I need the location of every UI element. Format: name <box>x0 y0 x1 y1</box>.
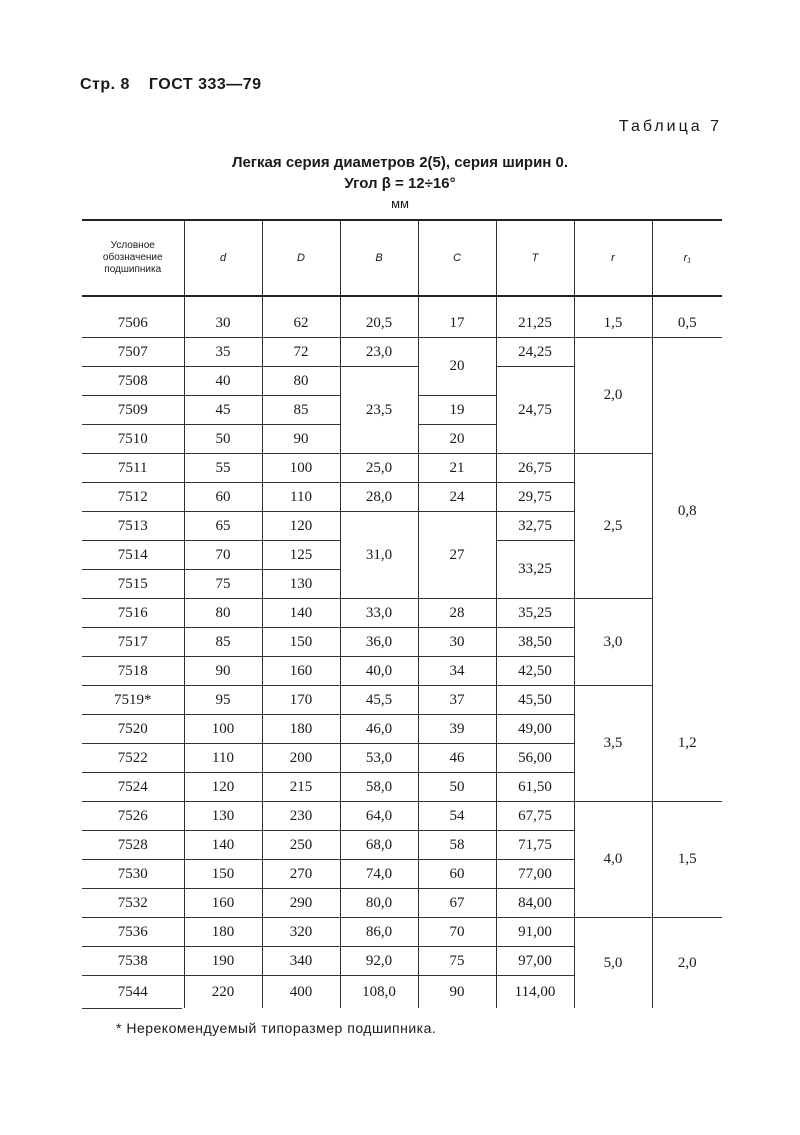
D-cell: 230 <box>262 802 340 831</box>
designation-cell: 7532 <box>82 889 184 918</box>
T-cell: 29,75 <box>496 483 574 512</box>
C-cell: 90 <box>418 976 496 1009</box>
B-cell: 108,0 <box>340 976 418 1009</box>
D-cell: 130 <box>262 570 340 599</box>
designation-cell: 7506 <box>82 309 184 338</box>
r1-cell: 0,5 <box>652 309 722 338</box>
C-cell: 28 <box>418 599 496 628</box>
D-cell: 140 <box>262 599 340 628</box>
standard-number: ГОСТ 333—79 <box>148 76 262 93</box>
d-cell: 220 <box>184 976 262 1009</box>
d-cell: 95 <box>184 686 262 715</box>
B-cell: 58,0 <box>340 773 418 802</box>
d-cell: 70 <box>184 541 262 570</box>
D-cell: 120 <box>262 512 340 541</box>
B-cell: 23,0 <box>340 338 418 367</box>
B-cell: 46,0 <box>340 715 418 744</box>
d-cell: 130 <box>184 802 262 831</box>
designation-cell: 7510 <box>82 425 184 454</box>
d-cell: 30 <box>184 309 262 338</box>
r-cell: 3,0 <box>574 599 652 686</box>
d-cell: 45 <box>184 396 262 425</box>
D-cell: 170 <box>262 686 340 715</box>
T-cell: 21,25 <box>496 309 574 338</box>
B-cell: 74,0 <box>340 860 418 889</box>
D-cell: 150 <box>262 628 340 657</box>
designation-cell: 7538 <box>82 947 184 976</box>
designation-cell: 7530 <box>82 860 184 889</box>
T-cell: 26,75 <box>496 454 574 483</box>
T-cell: 91,00 <box>496 918 574 947</box>
D-cell: 90 <box>262 425 340 454</box>
B-cell: 92,0 <box>340 947 418 976</box>
T-cell: 33,25 <box>496 541 574 599</box>
table-row <box>82 338 722 367</box>
C-cell: 46 <box>418 744 496 773</box>
col-header-T: T <box>496 220 574 296</box>
C-cell: 20 <box>418 425 496 454</box>
B-cell: 86,0 <box>340 918 418 947</box>
C-cell: 60 <box>418 860 496 889</box>
B-cell: 20,5 <box>340 309 418 338</box>
designation-cell: 7518 <box>82 657 184 686</box>
D-cell: 85 <box>262 396 340 425</box>
table-title <box>0 152 800 194</box>
table-row <box>82 309 722 338</box>
r-cell: 4,0 <box>574 802 652 918</box>
designation-cell: 7507 <box>82 338 184 367</box>
B-cell: 23,5 <box>340 367 418 454</box>
d-cell: 160 <box>184 889 262 918</box>
C-cell: 21 <box>418 454 496 483</box>
col-header-designation: Условное обозначение подшипника <box>82 220 184 296</box>
T-cell: 42,50 <box>496 657 574 686</box>
T-cell: 35,25 <box>496 599 574 628</box>
D-cell: 72 <box>262 338 340 367</box>
C-cell: 37 <box>418 686 496 715</box>
table-row <box>82 454 722 483</box>
designation-cell: 7509 <box>82 396 184 425</box>
T-cell: 32,75 <box>496 512 574 541</box>
footnote-divider <box>82 1008 182 1009</box>
designation-cell: 7508 <box>82 367 184 396</box>
r-cell: 3,5 <box>574 686 652 802</box>
footnote: * Нерекомендуемый типоразмер подшипника. <box>116 1020 437 1036</box>
designation-cell: 7516 <box>82 599 184 628</box>
C-cell: 24 <box>418 483 496 512</box>
col-header-d: d <box>184 220 262 296</box>
T-cell: 56,00 <box>496 744 574 773</box>
D-cell: 180 <box>262 715 340 744</box>
d-cell: 100 <box>184 715 262 744</box>
table-row <box>82 686 722 715</box>
d-cell: 110 <box>184 744 262 773</box>
designation-cell: 7517 <box>82 628 184 657</box>
table-number: Таблица 7 <box>618 118 722 135</box>
d-cell: 190 <box>184 947 262 976</box>
page-number: Стр. 8 <box>80 76 130 93</box>
d-cell: 75 <box>184 570 262 599</box>
D-cell: 340 <box>262 947 340 976</box>
designation-cell: 7544 <box>117 983 148 1000</box>
C-cell: 17 <box>418 309 496 338</box>
C-cell: 30 <box>418 628 496 657</box>
page-header <box>80 76 276 94</box>
designation-cell: 7519* <box>82 686 184 715</box>
B-cell: 28,0 <box>340 483 418 512</box>
B-cell: 45,5 <box>340 686 418 715</box>
C-cell: 50 <box>418 773 496 802</box>
T-cell: 114,00 <box>496 976 574 1009</box>
T-cell: 24,75 <box>496 367 574 454</box>
C-cell: 54 <box>418 802 496 831</box>
D-cell: 320 <box>262 918 340 947</box>
C-cell: 34 <box>418 657 496 686</box>
r1-cell: 0,8 <box>652 338 722 686</box>
d-cell: 90 <box>184 657 262 686</box>
designation-cell: 7511 <box>82 454 184 483</box>
B-cell: 33,0 <box>340 599 418 628</box>
col-header-r1: r₁ <box>652 220 722 296</box>
D-cell: 125 <box>262 541 340 570</box>
bearing-table <box>82 219 722 1008</box>
B-cell: 40,0 <box>340 657 418 686</box>
B-cell: 68,0 <box>340 831 418 860</box>
C-cell: 75 <box>418 947 496 976</box>
designation-cell: 7513 <box>82 512 184 541</box>
B-cell: 64,0 <box>340 802 418 831</box>
title-line-2: Угол β = 12÷16° <box>344 175 456 192</box>
T-cell: 61,50 <box>496 773 574 802</box>
C-cell: 58 <box>418 831 496 860</box>
T-cell: 38,50 <box>496 628 574 657</box>
table-row <box>82 802 722 831</box>
D-cell: 62 <box>262 309 340 338</box>
T-cell: 67,75 <box>496 802 574 831</box>
T-cell: 77,00 <box>496 860 574 889</box>
units-label: мм <box>391 196 409 211</box>
d-cell: 60 <box>184 483 262 512</box>
designation-cell: 7520 <box>82 715 184 744</box>
d-cell: 40 <box>184 367 262 396</box>
C-cell: 20 <box>418 338 496 396</box>
D-cell: 200 <box>262 744 340 773</box>
B-cell: 31,0 <box>340 512 418 599</box>
table-row <box>82 599 722 628</box>
D-cell: 80 <box>262 367 340 396</box>
T-cell: 71,75 <box>496 831 574 860</box>
designation-cell: 7526 <box>82 802 184 831</box>
designation-cell: 7528 <box>82 831 184 860</box>
col-header-D: D <box>262 220 340 296</box>
C-cell: 27 <box>418 512 496 599</box>
designation-cell: 7536 <box>82 918 184 947</box>
col-header-C: C <box>418 220 496 296</box>
T-cell: 49,00 <box>496 715 574 744</box>
D-cell: 290 <box>262 889 340 918</box>
D-cell: 270 <box>262 860 340 889</box>
r1-cell: 2,0 <box>652 918 722 1009</box>
r-cell: 2,0 <box>574 338 652 454</box>
d-cell: 65 <box>184 512 262 541</box>
d-cell: 35 <box>184 338 262 367</box>
title-line-1: Легкая серия диаметров 2(5), серия ширин 0. <box>231 154 569 171</box>
designation-cell: 7515 <box>82 570 184 599</box>
d-cell: 50 <box>184 425 262 454</box>
table-row <box>82 918 722 947</box>
D-cell: 250 <box>262 831 340 860</box>
d-cell: 150 <box>184 860 262 889</box>
T-cell: 97,00 <box>496 947 574 976</box>
T-cell: 84,00 <box>496 889 574 918</box>
designation-cell: 7512 <box>82 483 184 512</box>
C-cell: 19 <box>418 396 496 425</box>
d-cell: 80 <box>184 599 262 628</box>
C-cell: 70 <box>418 918 496 947</box>
col-header-B: B <box>340 220 418 296</box>
T-cell: 24,25 <box>496 338 574 367</box>
B-cell: 53,0 <box>340 744 418 773</box>
D-cell: 215 <box>262 773 340 802</box>
table-header-row <box>82 220 722 296</box>
B-cell: 25,0 <box>340 454 418 483</box>
D-cell: 110 <box>262 483 340 512</box>
C-cell: 67 <box>418 889 496 918</box>
designation-cell: 7514 <box>82 541 184 570</box>
r1-cell: 1,5 <box>652 802 722 918</box>
col-header-r: r <box>574 220 652 296</box>
r-cell: 2,5 <box>574 454 652 599</box>
D-cell: 160 <box>262 657 340 686</box>
C-cell: 39 <box>418 715 496 744</box>
B-cell: 36,0 <box>340 628 418 657</box>
r-cell: 5,0 <box>574 918 652 1009</box>
D-cell: 100 <box>262 454 340 483</box>
d-cell: 180 <box>184 918 262 947</box>
r1-cell: 1,2 <box>652 686 722 802</box>
designation-cell: 7524 <box>82 773 184 802</box>
D-cell: 400 <box>262 976 340 1009</box>
r-cell: 1,5 <box>574 309 652 338</box>
T-cell: 45,50 <box>496 686 574 715</box>
B-cell: 80,0 <box>340 889 418 918</box>
designation-cell: 7522 <box>82 744 184 773</box>
d-cell: 140 <box>184 831 262 860</box>
d-cell: 55 <box>184 454 262 483</box>
d-cell: 85 <box>184 628 262 657</box>
d-cell: 120 <box>184 773 262 802</box>
